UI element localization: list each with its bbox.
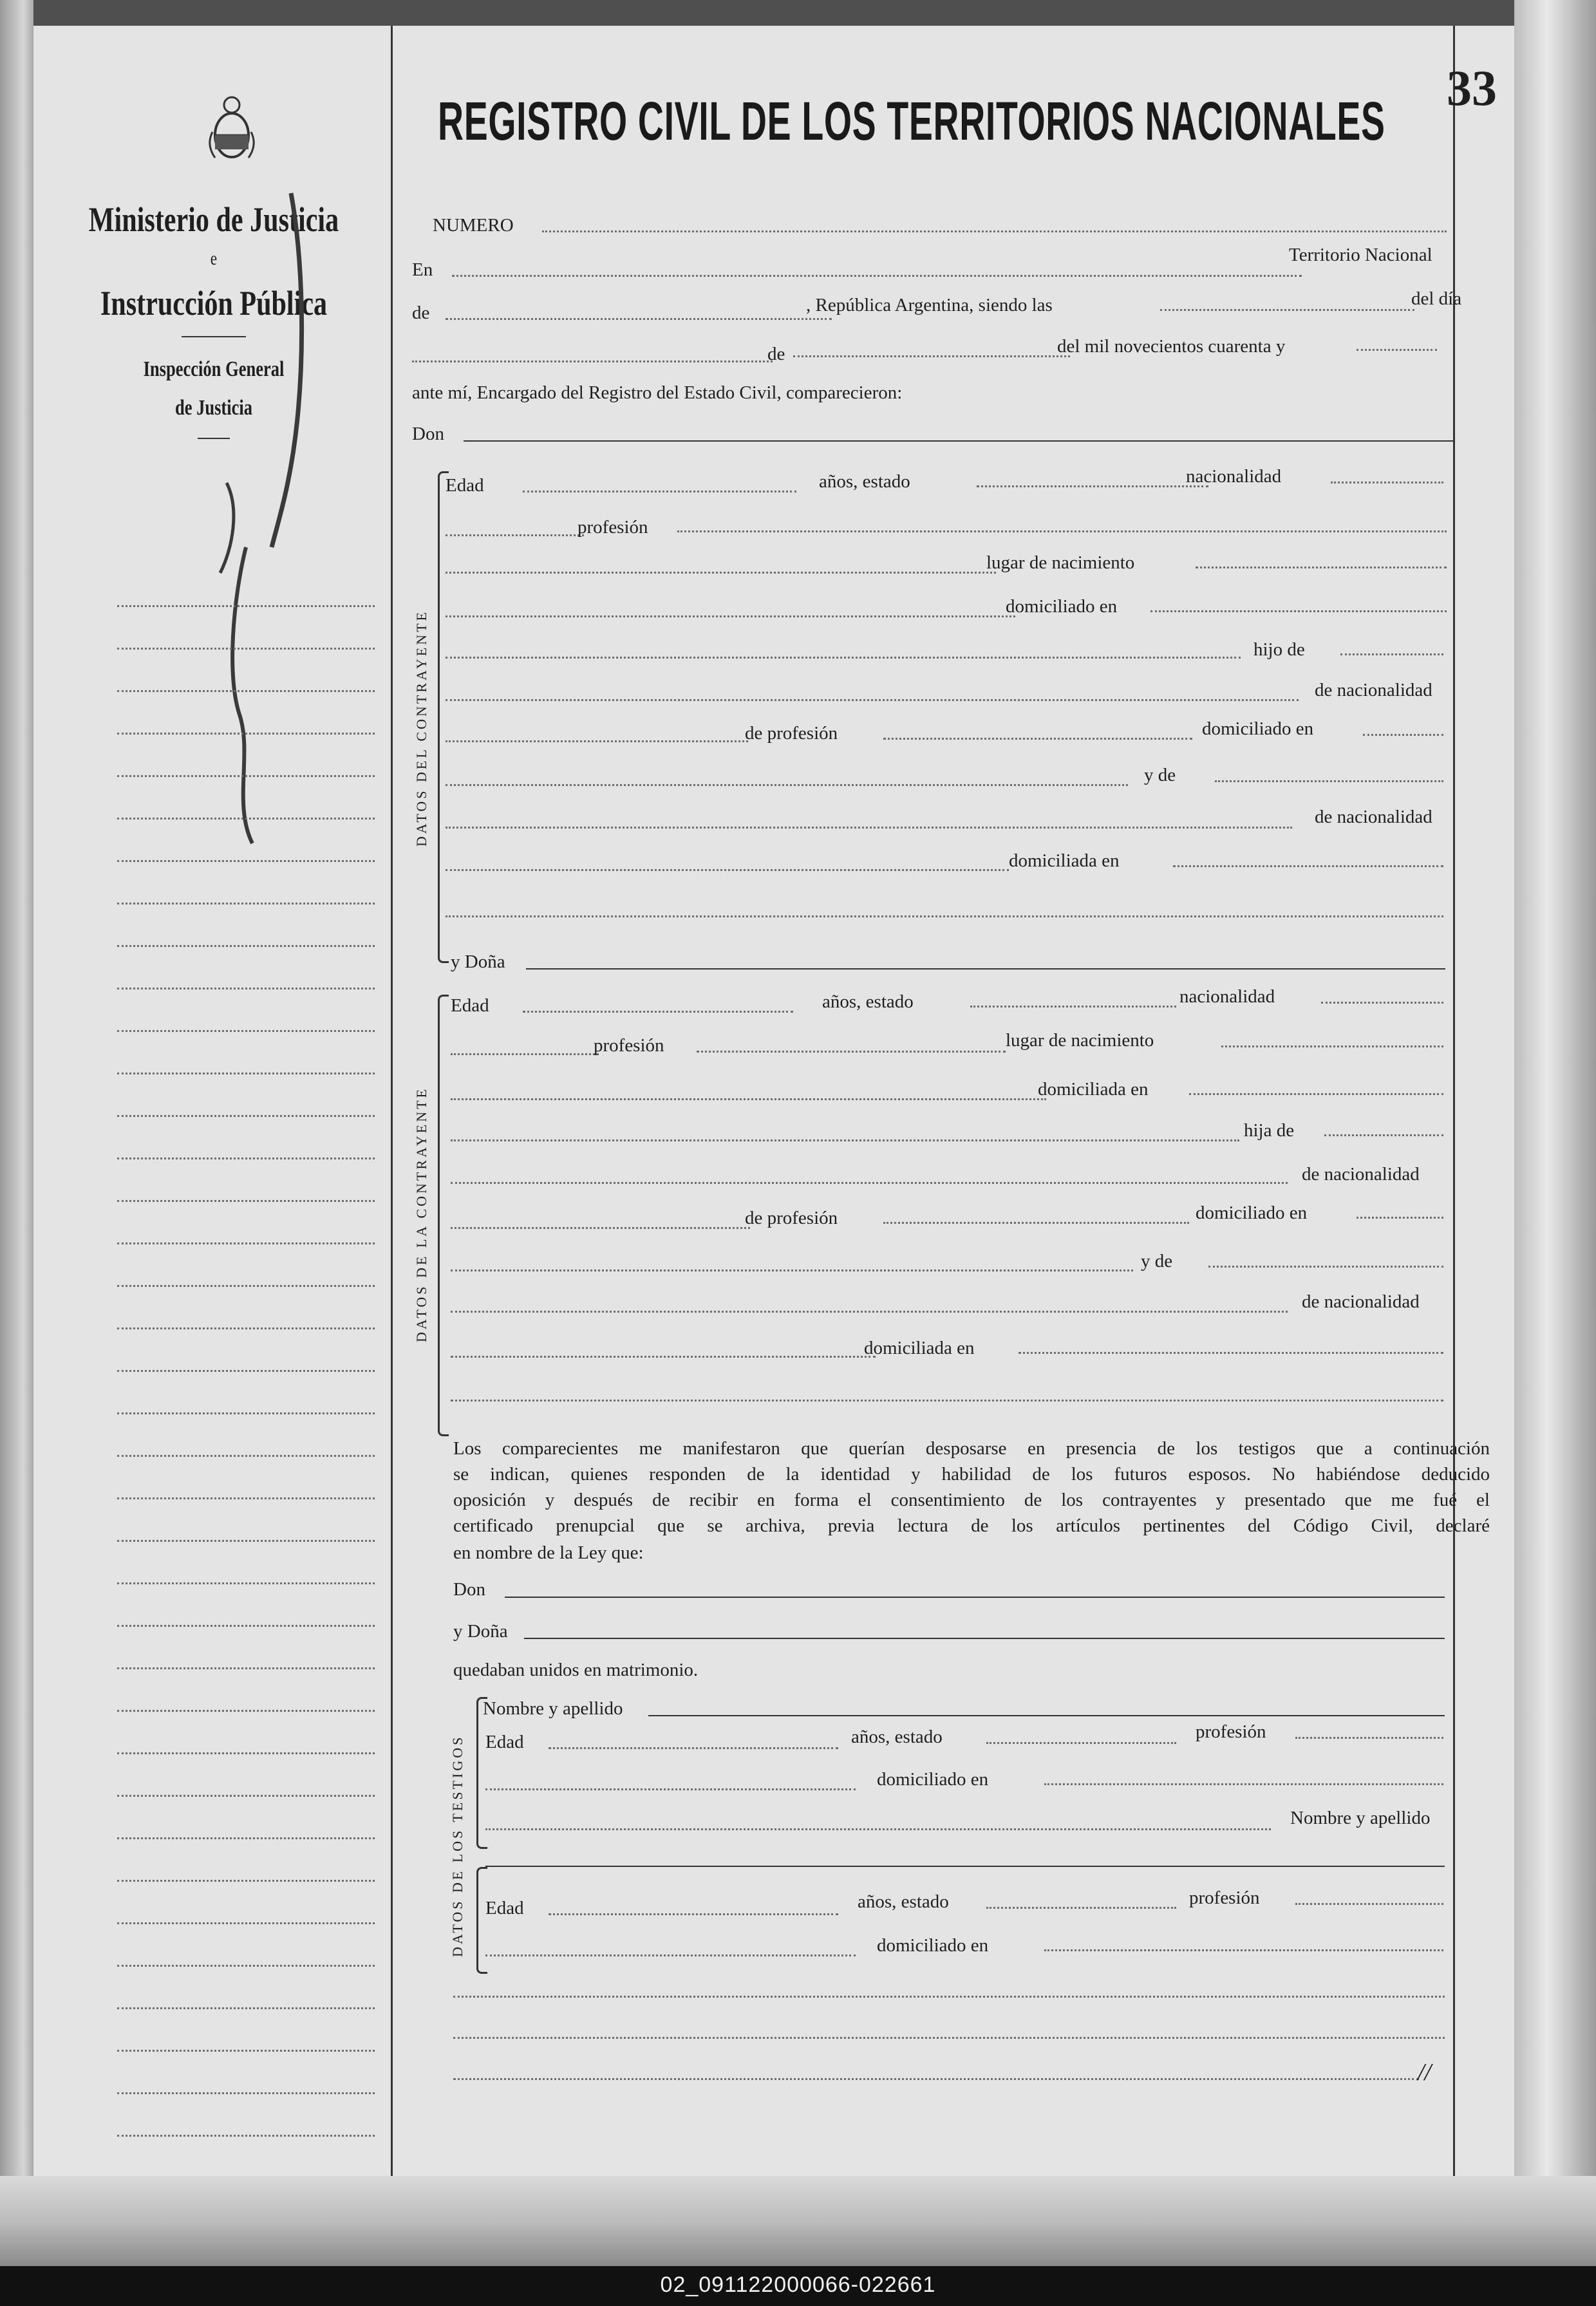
bride-field-madre-cont[interactable] xyxy=(451,1311,1288,1313)
label-don: Don xyxy=(412,424,444,444)
ministry-conjunction: e xyxy=(210,248,218,269)
sidebar-ruled-line[interactable] xyxy=(117,1922,375,1924)
declaration-label-y-dona: y Doña xyxy=(453,1621,508,1642)
groom-field-madre[interactable] xyxy=(1215,780,1443,782)
witness-label-domiciliado-en: domiciliado en xyxy=(877,1769,989,1790)
sidebar-ruled-line[interactable] xyxy=(117,648,375,650)
witness-field-domicilio-2[interactable] xyxy=(1044,1949,1443,1951)
sidebar-ruled-line[interactable] xyxy=(117,1030,375,1032)
groom-bracket xyxy=(438,471,449,963)
sidebar-ruled-line[interactable] xyxy=(117,945,375,947)
groom-label-de-nacionalidad-2: de nacionalidad xyxy=(1315,807,1432,827)
bride-label-anos-estado: años, estado xyxy=(822,991,914,1012)
sidebar-ruled-line[interactable] xyxy=(117,2007,375,2009)
field-de[interactable] xyxy=(446,318,832,320)
declaration-field-dona[interactable] xyxy=(524,1638,1445,1639)
witness-label-profesion: profesión xyxy=(1196,1721,1266,1742)
groom-field-extra-line[interactable] xyxy=(446,915,1443,917)
bride-bracket xyxy=(438,995,449,1436)
bride-section-label: DATOS DE LA CONTRAYENTE xyxy=(413,1087,429,1342)
witness-field-profesion-2-cont[interactable] xyxy=(485,1954,856,1956)
book-gutter xyxy=(0,0,33,2189)
groom-field-domicilio[interactable] xyxy=(1150,610,1447,612)
bride-label-domiciliada-en-2: domiciliada en xyxy=(864,1338,975,1358)
ministry-title: Ministerio de Justicia xyxy=(88,200,339,239)
bride-field-padre-domicilio[interactable] xyxy=(1357,1217,1443,1219)
groom-field-madre-domicilio[interactable] xyxy=(1173,865,1443,867)
bride-label-hija-de: hija de xyxy=(1244,1120,1295,1141)
bride-label-lugar-nacimiento: lugar de nacimiento xyxy=(1006,1030,1154,1051)
sidebar-divider xyxy=(391,26,393,2176)
bride-field-padre-domicilio-cont[interactable] xyxy=(451,1270,1133,1271)
bride-field-padre-profesion[interactable] xyxy=(883,1222,1189,1224)
page-number: 33 xyxy=(1447,60,1497,116)
witness-field-estado[interactable] xyxy=(986,1742,1176,1744)
declaration-line-2: se indican, quienes responden de la identidad y habilidad de los futuros esposos. No habiéndose deducido xyxy=(453,1464,1490,1485)
witness-field-nombre[interactable] xyxy=(648,1715,1445,1716)
sidebar-ruled-line[interactable] xyxy=(117,1880,375,1882)
groom-field-nacionalidad[interactable] xyxy=(1331,482,1443,483)
extra-line-1[interactable] xyxy=(453,1996,1445,1998)
label-de: de xyxy=(412,303,430,323)
bride-field-padre[interactable] xyxy=(1324,1134,1443,1136)
bride-field-extra-line[interactable] xyxy=(451,1400,1443,1401)
witness-label-nombre-2: Nombre y apellido xyxy=(1290,1808,1431,1828)
witness-label-domiciliado-en-2: domiciliado en xyxy=(877,1935,989,1956)
label-ante-mi: ante mí, Encargado del Registro del Estado Civil, comparecieron: xyxy=(412,382,903,403)
groom-field-padre-domicilio-cont[interactable] xyxy=(446,784,1128,786)
sidebar-ruled-line[interactable] xyxy=(117,1370,375,1372)
witness-label-nombre: Nombre y apellido xyxy=(483,1698,623,1719)
groom-field-profesion-cont[interactable] xyxy=(446,572,996,574)
witness-field-edad-2[interactable] xyxy=(549,1913,838,1915)
extra-line-2[interactable] xyxy=(453,2037,1445,2039)
label-republica: , República Argentina, siendo las xyxy=(806,295,1053,315)
field-numero[interactable] xyxy=(542,230,1447,232)
sidebar-ruled-line[interactable] xyxy=(117,818,375,820)
groom-field-madre-cont[interactable] xyxy=(446,827,1292,829)
groom-field-estado[interactable] xyxy=(977,485,1208,487)
witness-field-edad[interactable] xyxy=(549,1747,838,1749)
bride-label-y-de: y de xyxy=(1141,1251,1173,1271)
bride-field-domicilio[interactable] xyxy=(1189,1093,1443,1095)
groom-label-y-de: y de xyxy=(1144,765,1176,785)
witness-label-profesion-2: profesión xyxy=(1189,1888,1260,1908)
witness-label-anos-estado-2: años, estado xyxy=(858,1891,949,1912)
sidebar-ruled-line[interactable] xyxy=(117,2135,375,2137)
sidebar-ruled-line[interactable] xyxy=(117,1115,375,1117)
extra-line-3[interactable] xyxy=(453,2078,1419,2080)
label-de-2: de xyxy=(767,344,785,364)
bride-label-de-nacionalidad: de nacionalidad xyxy=(1302,1164,1420,1185)
book-edge-right xyxy=(1514,0,1596,2189)
sidebar-ruled-line[interactable] xyxy=(117,1625,375,1627)
inspection-title: Inspección General xyxy=(143,357,285,381)
sidebar-ruled-line[interactable] xyxy=(117,605,375,607)
bride-label-domiciliado-en: domiciliado en xyxy=(1196,1203,1308,1223)
declaration-label-don: Don xyxy=(453,1579,485,1600)
declaration-quedaban: quedaban unidos en matrimonio. xyxy=(453,1660,699,1680)
witness-field-domicilio-cont[interactable] xyxy=(485,1828,1271,1830)
bride-label-profesion: profesión xyxy=(594,1035,664,1056)
declaration-line-5: en nombre de la Ley que: xyxy=(453,1542,644,1563)
groom-field-lugar-cont[interactable] xyxy=(446,615,1015,617)
right-margin-rule xyxy=(1453,26,1455,2176)
sidebar-ruled-line[interactable] xyxy=(117,1455,375,1457)
sidebar-ruled-line[interactable] xyxy=(117,690,375,692)
field-anio[interactable] xyxy=(1357,349,1437,351)
field-don[interactable] xyxy=(464,440,1455,442)
ministry-subtitle: Instrucción Pública xyxy=(100,284,328,323)
declaration-line-4: certificado prenupcial que se archiva, previa lectura de los artículos pertinentes del Código Civil, declaré xyxy=(453,1515,1490,1536)
sidebar-ruled-line[interactable] xyxy=(117,988,375,989)
witness-bracket-2 xyxy=(476,1867,487,1974)
bride-field-madre[interactable] xyxy=(1208,1266,1443,1268)
bride-field-nacionalidad[interactable] xyxy=(1321,1002,1443,1004)
witness-field-domicilio[interactable] xyxy=(1044,1783,1443,1785)
groom-section-label: DATOS DEL CONTRAYENTE xyxy=(413,610,429,847)
inspection-subtitle: de Justicia xyxy=(174,396,253,420)
sidebar-ruled-line[interactable] xyxy=(117,1412,375,1414)
field-en[interactable] xyxy=(452,275,1302,277)
bride-field-madre-nacionalidad[interactable] xyxy=(451,1356,876,1358)
witness-field-profesion[interactable] xyxy=(1295,1737,1443,1739)
groom-label-domiciliado-en: domiciliado en xyxy=(1006,596,1118,617)
groom-label-domiciliada-en: domiciliada en xyxy=(1009,850,1120,871)
bride-field-domicilio-cont[interactable] xyxy=(451,1139,1239,1141)
groom-field-lugar-nacimiento[interactable] xyxy=(1196,567,1447,568)
field-dona[interactable] xyxy=(526,968,1445,970)
bride-field-edad[interactable] xyxy=(523,1011,793,1013)
declaration-line-1: Los comparecientes me manifestaron que querían desposarse en presencia de los testigos que a continuación xyxy=(453,1438,1490,1459)
sidebar-ruled-line[interactable] xyxy=(117,860,375,862)
groom-label-edad: Edad xyxy=(446,475,484,496)
bride-field-lugar-nacimiento[interactable] xyxy=(1221,1045,1443,1047)
groom-label-nacionalidad: nacionalidad xyxy=(1186,466,1282,487)
witness-section-label: DATOS DE LOS TESTIGOS xyxy=(449,1734,465,1957)
bride-label-nacionalidad: nacionalidad xyxy=(1179,986,1275,1007)
bride-label-de-nacionalidad-2: de nacionalidad xyxy=(1302,1291,1420,1312)
bride-field-lugar-cont[interactable] xyxy=(451,1098,1046,1100)
sidebar-ruled-line[interactable] xyxy=(117,1667,375,1669)
file-caption: 02_091122000066-022661 xyxy=(660,2273,936,2297)
groom-label-hijo-de: hijo de xyxy=(1253,639,1305,660)
sidebar-ruled-line[interactable] xyxy=(117,1965,375,1967)
witness-label-edad-2: Edad xyxy=(485,1898,524,1918)
sidebar-ruled-line[interactable] xyxy=(117,2092,375,2094)
declaration-field-don[interactable] xyxy=(505,1597,1445,1598)
sidebar-ruled-line[interactable] xyxy=(117,1327,375,1329)
bride-field-padre-nacionalidad[interactable] xyxy=(451,1227,750,1229)
sidebar-ruled-line[interactable] xyxy=(117,1497,375,1499)
witness-label-anos-estado: años, estado xyxy=(851,1727,943,1747)
groom-field-padre[interactable] xyxy=(1340,653,1443,655)
groom-label-de-profesion: de profesión xyxy=(745,723,838,744)
groom-label-domiciliado-en-2: domiciliado en xyxy=(1202,718,1314,739)
end-mark: // xyxy=(1418,2059,1432,2086)
groom-field-nacionalidad-cont[interactable] xyxy=(446,534,584,536)
witness-field-estado-2[interactable] xyxy=(986,1907,1176,1909)
label-del-dia: del día xyxy=(1411,288,1462,309)
groom-field-profesion[interactable] xyxy=(677,530,1447,532)
label-en: En xyxy=(412,259,433,280)
sidebar-ruled-line[interactable] xyxy=(117,733,375,735)
sidebar-ruled-line[interactable] xyxy=(117,775,375,777)
sidebar-ruled-line[interactable] xyxy=(117,1837,375,1839)
sidebar-ruled-line[interactable] xyxy=(117,1795,375,1797)
sidebar-ruled-line[interactable] xyxy=(117,1710,375,1712)
groom-field-padre-nacionalidad[interactable] xyxy=(446,740,748,742)
sidebar-ruled-line[interactable] xyxy=(117,1200,375,1202)
groom-label-profesion: profesión xyxy=(577,517,648,538)
groom-label-anos-estado: años, estado xyxy=(819,471,910,492)
coat-of-arms-icon xyxy=(206,93,258,164)
sidebar-ruled-line[interactable] xyxy=(117,2050,375,2052)
sidebar-ruled-line[interactable] xyxy=(117,1242,375,1244)
groom-field-domicilio-cont[interactable] xyxy=(446,657,1241,659)
label-del-mil: del mil novecientos cuarenta y xyxy=(1057,336,1286,357)
label-territorio: Territorio Nacional xyxy=(1289,245,1432,265)
groom-label-de-nacionalidad: de nacionalidad xyxy=(1315,680,1432,700)
bride-label-edad: Edad xyxy=(451,995,489,1016)
page-title: REGISTRO CIVIL DE LOS TERRITORIOS NACIONALES xyxy=(438,91,1385,151)
groom-label-lugar-nacimiento: lugar de nacimiento xyxy=(986,552,1135,573)
bride-field-estado[interactable] xyxy=(970,1006,1176,1008)
bride-label-domiciliada-en: domiciliada en xyxy=(1038,1079,1149,1100)
book-bottom-edge xyxy=(0,2176,1596,2266)
witness-field-nombre-2[interactable] xyxy=(485,1866,1445,1867)
groom-field-padre-cont[interactable] xyxy=(446,699,1299,701)
sidebar-ruled-line[interactable] xyxy=(117,1285,375,1287)
sidebar-ruled-line[interactable] xyxy=(117,1752,375,1754)
sidebar-ruled-line[interactable] xyxy=(117,1582,375,1584)
label-y-dona: y Doña xyxy=(451,951,505,972)
witness-field-profesion-2[interactable] xyxy=(1295,1903,1443,1905)
bride-label-de-profesion: de profesión xyxy=(745,1208,838,1228)
bride-field-profesion[interactable] xyxy=(697,1051,1006,1053)
bride-field-padre-cont[interactable] xyxy=(451,1182,1288,1184)
groom-field-padre-domicilio[interactable] xyxy=(1363,734,1443,736)
witness-label-edad: Edad xyxy=(485,1732,524,1752)
groom-field-madre-nacionalidad[interactable] xyxy=(446,869,1009,871)
sidebar-ruled-line[interactable] xyxy=(117,903,375,905)
field-mes[interactable] xyxy=(793,355,1070,357)
groom-field-edad[interactable] xyxy=(523,491,796,492)
declaration-line-3: oposición y después de recibir en forma el consentimiento de los contrayentes y presentado que me fué el xyxy=(453,1490,1490,1510)
label-numero: NUMERO xyxy=(433,215,514,236)
register-page xyxy=(33,26,1514,2176)
handwritten-signature xyxy=(207,187,336,895)
witness-field-profesion-cont[interactable] xyxy=(485,1788,856,1790)
bride-field-madre-domicilio[interactable] xyxy=(1019,1352,1443,1354)
bride-field-nacionalidad-cont[interactable] xyxy=(451,1053,599,1055)
field-dia[interactable] xyxy=(412,361,773,362)
sidebar-ruled-line[interactable] xyxy=(117,1073,375,1074)
sidebar-ruled-line[interactable] xyxy=(117,1158,375,1159)
witness-bracket-1 xyxy=(476,1697,487,1849)
groom-field-padre-profesion[interactable] xyxy=(883,738,1192,740)
sidebar-ruled-line[interactable] xyxy=(117,1540,375,1542)
field-hora[interactable] xyxy=(1160,309,1414,311)
